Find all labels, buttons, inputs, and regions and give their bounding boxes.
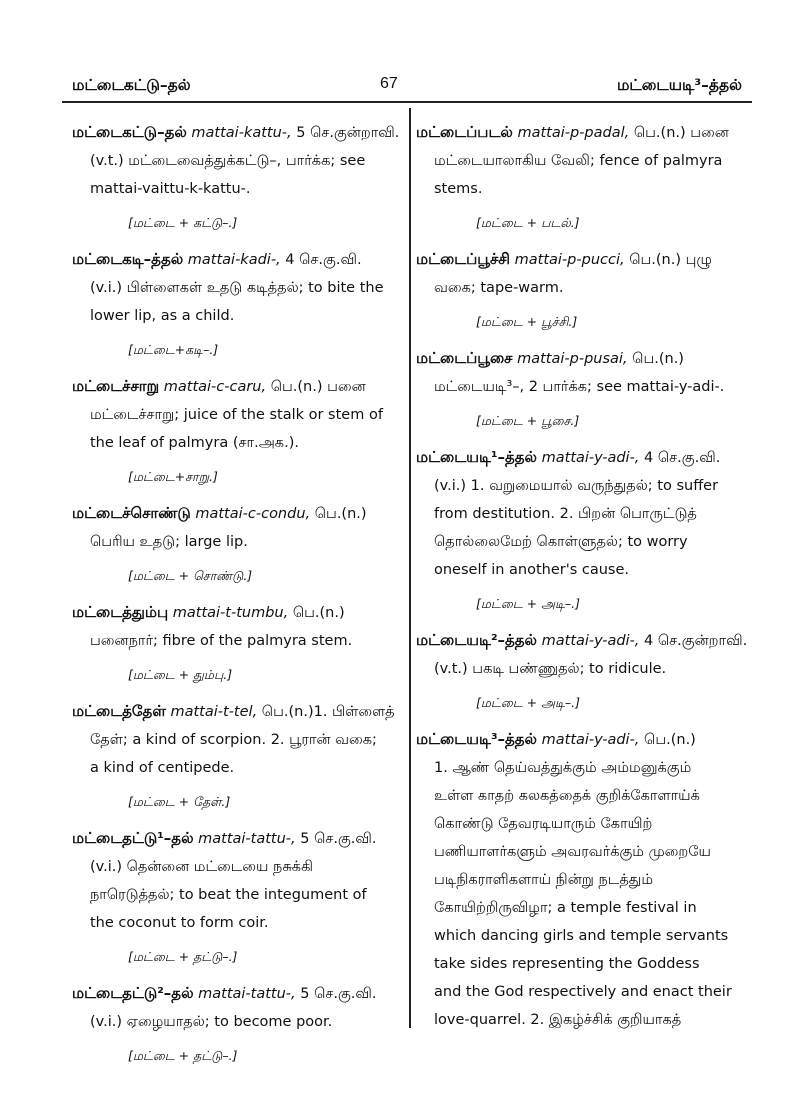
entry-definition-line: love-quarrel. 2. இகழ்ச்சிக் குறியாகத் (434, 1012, 682, 1028)
entry-first-line (416, 344, 752, 373)
header-left-guideword: மட்டைகட்டு–தல் (72, 76, 191, 94)
entry-definition-line: மட்டையடி³–, 2 பார்க்க; see mattai-y-adi-. (434, 379, 725, 395)
dictionary-entry (416, 725, 752, 1034)
entry-first-line (72, 979, 400, 1008)
entry-grammar: பெ.(n.) (632, 351, 684, 367)
entry-definition-line: a kind of centipede. (90, 760, 235, 776)
entry-first-line (72, 697, 400, 726)
entry-transliteration: mattai-tattu-, (198, 831, 296, 847)
entry-transliteration: mattai-p-pusai, (517, 351, 628, 367)
entry-transliteration: mattai-c-condu, (195, 506, 311, 522)
entry-grammar: பெ.(n.) புழு (629, 252, 712, 268)
entry-headword: மட்டைதட்டு¹–தல் (72, 829, 194, 847)
dictionary-entry (72, 118, 400, 233)
entry-headword: மட்டைப்படல் (416, 123, 513, 141)
entry-grammar: பெ.(n.) பனை (270, 379, 366, 395)
entry-transliteration: mattai-t-tel, (170, 704, 258, 720)
entry-etymology: [மட்டை + அடி–.] (476, 596, 581, 611)
entry-grammar: 5 செ.கு.வி. (300, 831, 377, 847)
entry-definition-line: which dancing girls and temple servants (434, 928, 729, 944)
entry-etymology: [மட்டை + கட்டு–.] (128, 215, 238, 230)
entry-etymology: [மட்டை+சாறு.] (128, 469, 218, 484)
entry-definition-line: (v.t.) பகடி பண்ணுதல்; to ridicule. (434, 661, 667, 677)
entry-headword: மட்டைகட்டு–தல் (72, 123, 187, 141)
entry-first-line (416, 626, 752, 655)
entry-definition-line: தொல்லைமேற் கொள்ளுதல்; to worry (434, 534, 688, 550)
entry-headword: மட்டைச்சொண்டு (72, 504, 191, 522)
left-column (72, 118, 400, 1078)
entry-definition-line: stems. (434, 181, 483, 197)
entry-headword: மட்டைதட்டு²–தல் (72, 984, 194, 1002)
entry-definition-line: வகை; tape-warm. (434, 280, 564, 296)
entry-grammar: பெ.(n.) (292, 605, 345, 621)
entry-definition-line: 1. ஆண் தெய்வத்துக்கும் அம்மனுக்கும் (434, 760, 692, 776)
entry-first-line (72, 824, 400, 853)
entry-headword: மட்டைத்தேள் (72, 702, 166, 720)
entry-first-line (72, 598, 400, 627)
entry-grammar: 4 செ.குன்றாவி. (644, 633, 748, 649)
entry-definition-line: மட்டைச்சாறு; juice of the stalk or stem of (90, 407, 383, 423)
entry-grammar: பெ.(n.) பனை (633, 125, 729, 141)
entry-first-line (72, 499, 400, 528)
dictionary-entry (72, 245, 400, 360)
entry-grammar: 5 செ.குன்றாவி. (296, 125, 400, 141)
header-rule (62, 101, 752, 103)
entry-first-line (416, 245, 752, 274)
entry-grammar: 4 செ.கு.வி. (644, 450, 721, 466)
right-column (416, 118, 752, 1034)
entry-etymology: [மட்டை + தேள்.] (128, 794, 231, 809)
entry-etymology: [மட்டை + அடி–.] (476, 695, 581, 710)
column-divider (409, 108, 411, 1028)
entry-first-line (72, 118, 400, 147)
entry-headword: மட்டையடி²–த்தல் (416, 631, 538, 649)
entry-headword: மட்டையடி³–த்தல் (416, 730, 538, 748)
entry-etymology: [மட்டை + தட்டு–.] (128, 1048, 238, 1063)
entry-first-line (416, 725, 752, 754)
dictionary-entry (416, 344, 752, 431)
entry-definition-line: (v.i.) ஏழையாதல்; to become poor. (90, 1014, 333, 1030)
entry-transliteration: mattai-y-adi-, (541, 633, 640, 649)
entry-transliteration: mattai-p-pucci, (514, 252, 625, 268)
entry-etymology: [மட்டை+கடி–.] (128, 342, 219, 357)
entry-grammar: 4 செ.கு.வி. (285, 252, 362, 268)
entry-definition-line: கோயிற்றிருவிழா; a temple festival in (434, 900, 697, 916)
entry-definition-line: the leaf of palmyra (சா.அக.). (90, 435, 299, 451)
entry-definition-line: படிநிகராளிகளாய் நின்று நடத்தும் (434, 872, 654, 888)
entry-headword: மட்டைச்சாறு (72, 377, 160, 395)
entry-headword: மட்டைப்பூசை (416, 349, 513, 367)
entry-transliteration: mattai-p-padal, (517, 125, 630, 141)
entry-grammar: பெ.(n.)1. பிள்ளைத் (261, 704, 395, 720)
entry-definition-line: தேள்; a kind of scorpion. 2. பூரான் வகை; (90, 732, 377, 748)
entry-definition-line: lower lip, as a child. (90, 308, 235, 324)
entry-etymology: [மட்டை + தட்டு–.] (128, 949, 238, 964)
entry-definition-line: மட்டையாலாகிய வேலி; fence of palmyra (434, 153, 723, 169)
entry-definition-line: and the God respectively and enact their (434, 984, 732, 1000)
entry-definition-line: (v.t.) மட்டைவைத்துக்கட்டு–, பார்க்க; see (90, 153, 366, 169)
entry-definition-line: take sides representing the Goddess (434, 956, 700, 972)
entry-headword: மட்டைத்தும்பு (72, 603, 169, 621)
entry-definition-line: (v.i.) பிள்ளைகள் உதடு கடித்தல்; to bite the (90, 280, 384, 296)
entry-transliteration: mattai-y-adi-, (541, 450, 640, 466)
entry-definition-line: the coconut to form coir. (90, 915, 269, 931)
entry-first-line (72, 372, 400, 401)
entry-definition-line: நாரெடுத்தல்; to beat the integument of (90, 887, 367, 903)
entry-etymology: [மட்டை + தும்பு.] (128, 667, 233, 682)
dictionary-entry (72, 499, 400, 586)
entry-transliteration: mattai-c-caru, (163, 379, 267, 395)
entry-definition-line: oneself in another's cause. (434, 562, 630, 578)
entry-first-line (72, 245, 400, 274)
entry-definition-line: பணியாளர்களும் அவரவர்க்கும் முறையே (434, 844, 711, 860)
entry-definition-line: கொண்டு தேவரடியாரும் கோயிற் (434, 816, 653, 832)
page-header (0, 70, 800, 100)
dictionary-entry (416, 118, 752, 233)
entry-grammar: பெ.(n.) (314, 506, 367, 522)
dictionary-entry (416, 626, 752, 713)
entry-etymology: [மட்டை + பூசை.] (476, 413, 580, 428)
dictionary-entry (416, 443, 752, 614)
entry-etymology: [மட்டை + பூச்சி.] (476, 314, 578, 329)
dictionary-entry (72, 372, 400, 487)
entry-transliteration: mattai-kattu-, (191, 125, 292, 141)
entry-first-line (416, 443, 752, 472)
entry-transliteration: mattai-tattu-, (198, 986, 296, 1002)
entry-definition-line: (v.i.) 1. வறுமையால் வருந்துதல்; to suffer (434, 478, 719, 494)
entry-grammar: பெ.(n.) (644, 732, 696, 748)
entry-transliteration: mattai-kadi-, (187, 252, 281, 268)
entry-headword: மட்டையடி¹–த்தல் (416, 448, 538, 466)
entry-etymology: [மட்டை + படல்.] (476, 215, 580, 230)
dictionary-entry (72, 824, 400, 967)
entry-transliteration: mattai-y-adi-, (541, 732, 640, 748)
entry-headword: மட்டைப்பூச்சி (416, 250, 511, 268)
entry-definition-line: பனைநார்; fibre of the palmyra stem. (90, 633, 353, 649)
page-number: 67 (380, 75, 398, 92)
header-right-guideword: மட்டையடி³–த்தல் (616, 76, 742, 94)
dictionary-entry (72, 979, 400, 1066)
entry-grammar: 5 செ.கு.வி. (300, 986, 377, 1002)
dictionary-entry (72, 697, 400, 812)
entry-definition-line: பெரிய உதடு; large lip. (90, 534, 248, 550)
entry-definition-line: (v.i.) தென்னை மட்டையை நசுக்கி (90, 859, 313, 875)
dictionary-entry (416, 245, 752, 332)
entry-definition-line: உள்ள காதற் கலகத்தைக் குறிக்கோளாய்க் (434, 788, 700, 804)
entry-definition-line: from destitution. 2. பிறன் பொருட்டுத் (434, 506, 697, 522)
entry-definition-line: mattai-vaittu-k-kattu-. (90, 181, 251, 197)
entry-transliteration: mattai-t-tumbu, (172, 605, 289, 621)
dictionary-entry (72, 598, 400, 685)
entry-headword: மட்டைகடி–த்தல் (72, 250, 184, 268)
entry-etymology: [மட்டை + சொண்டு.] (128, 568, 253, 583)
entry-first-line (416, 118, 752, 147)
